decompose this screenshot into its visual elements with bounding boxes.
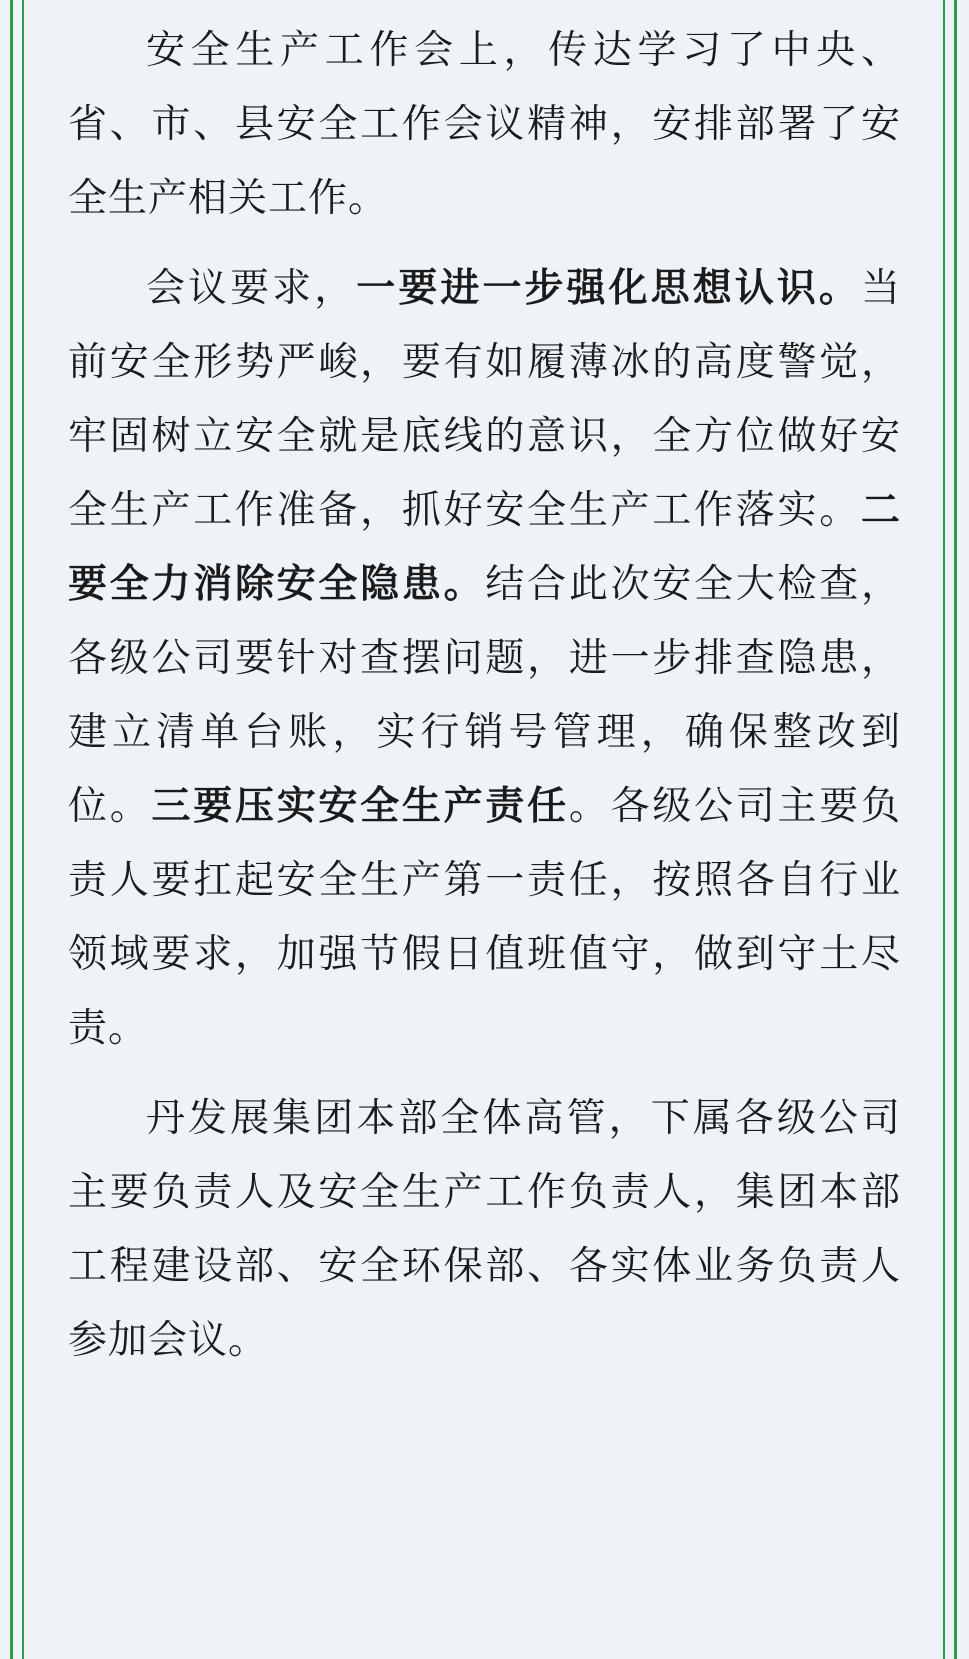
emphasis-run: 一要进一步强化思想认识。 xyxy=(356,267,861,310)
text-run: 结合此次安全大检查，各级公司要针对查摆问题，进一步排查隐患，建立清单台账，实行销号管理，确保整改到位。 xyxy=(68,563,901,828)
paragraph xyxy=(68,0,901,236)
left-outer-border-rule xyxy=(10,0,13,1659)
emphasis-run: 三要压实安全生产责任 xyxy=(151,785,569,828)
emphasis-run: 二要全力消除安全隐患。 xyxy=(68,489,901,606)
text-run: 丹发展集团本部全体高管，下属各级公司主要负责人及安全生产工作负责人，集团本部工程建设部、安全环保部、各实体业务负责人参加会议。 xyxy=(68,1097,901,1362)
right-outer-border-rule xyxy=(954,0,957,1659)
text-run: 当前安全形势严峻，要有如履薄冰的高度警觉，牢固树立安全就是底线的意识，全方位做好安全生产工作准备，抓好安全生产工作落实。 xyxy=(68,267,901,532)
text-run: 。各级公司主要负责人要扛起安全生产第一责任，按照各自行业领域要求，加强节假日值班值守，做到守土尽责。 xyxy=(68,785,901,1050)
text-run: 会议要求， xyxy=(146,267,357,310)
right-inner-border-rule xyxy=(943,0,945,1659)
document-body xyxy=(68,0,901,1659)
paragraph xyxy=(68,252,901,1066)
text-run: 安全生产工作会上，传达学习了中央、省、市、县安全工作会议精神，安排部署了安全生产相关工作。 xyxy=(68,29,901,220)
left-inner-border-rule xyxy=(22,0,24,1659)
paragraph xyxy=(68,1082,901,1378)
